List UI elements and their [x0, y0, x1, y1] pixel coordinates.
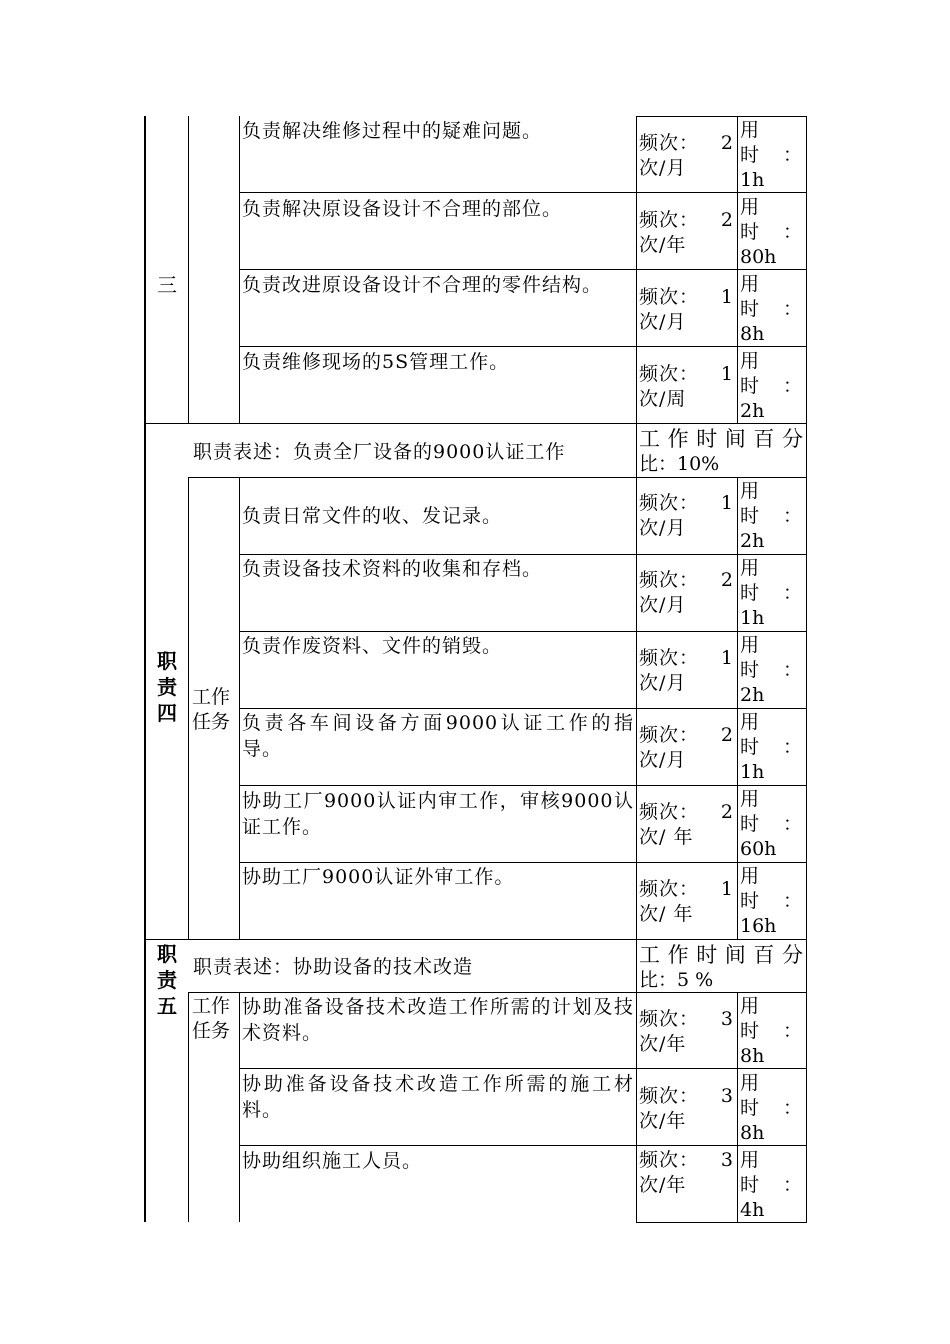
task-description: 负责作废资料、文件的销毁。: [242, 635, 503, 657]
row-divider: [239, 785, 807, 786]
row-divider: [145, 423, 807, 424]
row-divider: [145, 939, 807, 940]
task-description: 协助组织施工人员。: [242, 1150, 423, 1172]
row-divider: [239, 269, 807, 270]
task-description: 负责设备技术资料的收集和存档。: [242, 558, 543, 580]
task-time: 用 时 ： 4h: [740, 1149, 802, 1221]
work-time-percent: 工 作 时 间 百 分 比：5 %: [639, 943, 803, 991]
task-frequency: 频次： 3 次/年: [639, 1008, 734, 1055]
work-task-label: 工作 任务: [192, 995, 231, 1042]
task-frequency: 频次： 2 次/月: [639, 132, 734, 179]
row-divider: [239, 346, 807, 347]
task-frequency: 频次： 1 次/ 年: [639, 878, 734, 925]
column-divider-label: [188, 477, 189, 939]
column-divider-freq: [636, 116, 637, 1222]
task-frequency: 频次： 3 次/年: [639, 1085, 734, 1132]
row-divider: [188, 992, 807, 993]
task-time: 用 时 ： 1h: [740, 557, 802, 629]
task-description: 负责日常文件的收、发记录。: [242, 505, 503, 527]
task-description: 负责改进原设备设计不合理的零件结构。: [242, 274, 603, 296]
duty-statement: 职责表述：协助设备的技术改造: [193, 956, 474, 978]
task-time: 用 时 ： 2h: [740, 634, 802, 706]
task-description: 协助工厂9000认证内审工作，审核9000认证工作。: [242, 790, 634, 838]
work-task-label: 工作 任务: [192, 686, 231, 733]
row-divider: [239, 192, 807, 193]
row-divider: [239, 862, 807, 863]
task-time: 用 时 ： 8h: [740, 1072, 802, 1144]
column-divider-label: [188, 992, 189, 1222]
task-time: 用 时 ： 1h: [740, 119, 802, 191]
section-label: 三: [157, 273, 177, 297]
row-divider: [239, 554, 807, 555]
row-divider: [239, 708, 807, 709]
row-divider: [188, 477, 807, 478]
section-label: 职 责 五: [157, 942, 177, 1018]
task-description: 协助准备设备技术改造工作所需的施工材料。: [242, 1073, 634, 1121]
task-frequency: 频次： 1 次/月: [639, 286, 734, 333]
column-divider-label: [188, 116, 189, 423]
task-frequency: 频次： 2 次/月: [639, 724, 734, 771]
column-divider-task: [239, 992, 240, 1222]
task-time: 用 时 ： 80h: [740, 196, 802, 268]
task-description: 协助工厂9000认证外审工作。: [242, 866, 515, 888]
task-frequency: 频次： 2 次/月: [639, 569, 734, 616]
task-description: 负责解决维修过程中的疑难问题。: [242, 120, 543, 142]
task-frequency: 频次： 1 次/月: [639, 647, 734, 694]
duty-statement: 职责表述：负责全厂设备的9000认证工作: [193, 441, 566, 463]
task-time: 用 时 ： 2h: [740, 350, 802, 422]
task-time: 用 时 ： 16h: [740, 865, 802, 937]
task-description: 负责各车间设备方面9000认证工作的指导。: [242, 712, 634, 760]
task-frequency: 频次： 1 次/月: [639, 492, 734, 539]
section-label: 职 责 四: [157, 649, 177, 725]
work-time-percent: 工 作 时 间 百 分 比：10%: [639, 427, 803, 475]
task-frequency: 频次： 2 次/年: [639, 209, 734, 256]
task-description: 负责解决原设备设计不合理的部位。: [242, 198, 563, 220]
row-divider: [636, 116, 807, 117]
table-right-border: [806, 116, 807, 1222]
task-description: 负责维修现场的5S管理工作。: [242, 351, 510, 373]
row-divider: [239, 1145, 807, 1146]
column-divider-time: [737, 992, 738, 1222]
task-frequency: 频次： 2 次/ 年: [639, 801, 734, 848]
task-description: 协助准备设备技术改造工作所需的计划及技术资料。: [242, 996, 634, 1044]
task-frequency: 频次： 3 次/年: [639, 1149, 734, 1196]
task-time: 用 时 ： 1h: [740, 711, 802, 783]
task-frequency: 频次： 1 次/周: [639, 363, 734, 410]
task-time: 用 时 ： 2h: [740, 480, 802, 552]
row-divider: [239, 631, 807, 632]
task-time: 用 时 ： 8h: [740, 273, 802, 345]
row-divider: [239, 1068, 807, 1069]
task-time: 用 时 ： 60h: [740, 788, 802, 860]
task-time: 用 时 ： 8h: [740, 995, 802, 1067]
